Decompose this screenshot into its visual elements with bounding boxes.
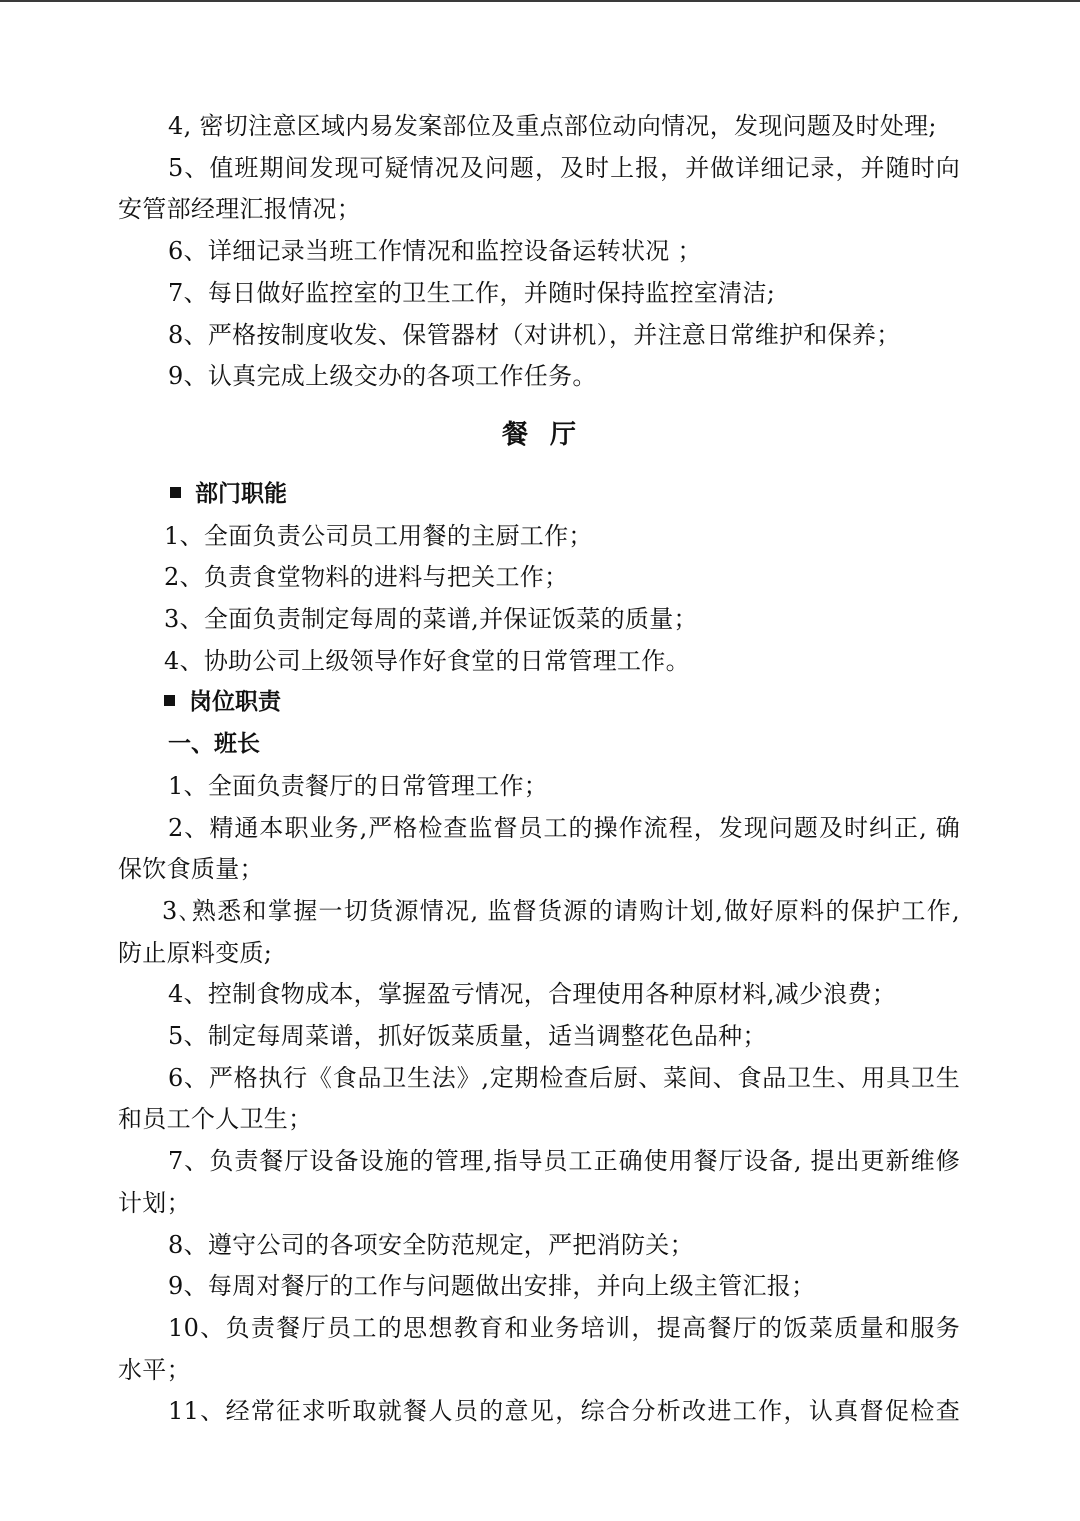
post-duty-line: 和员工个人卫生； (118, 1105, 313, 1134)
duty-line: 7、每日做好监控室的卫生工作，并随时保持监控室清洁; (168, 278, 776, 307)
dept-function-item: 2、负责食堂物料的进料与把关工作； (164, 563, 569, 592)
post-duty-line: 5、制定每周菜谱，抓好饭菜质量，适当调整花色品种； (168, 1022, 767, 1051)
post-duty-line: 7、负责餐厅设备设施的管理,指导员工正确使用餐厅设备, 提出更新维修 (168, 1147, 960, 1176)
post-duty-heading-text: 岗位职责 (189, 689, 281, 716)
sub-heading-monitor: 一、班长 (168, 731, 260, 758)
dept-function-item: 1、全面负责公司员工用餐的主厨工作； (164, 521, 593, 550)
dept-function-list (118, 516, 960, 683)
post-duty-line: 8、遵守公司的各项安全防范规定，严把消防关； (168, 1230, 694, 1259)
post-duty-line: 水平； (118, 1355, 191, 1384)
post-duty-line: 3､熟悉和掌握一切货源情况, 监督货源的请购计划,做好原料的保护工作, (162, 896, 960, 925)
post-duty-line: 2、精通本职业务,严格检查监督员工的操作流程，发现问题及时纠正, 确 (168, 813, 960, 842)
duty-line: 8、严格按制度收发、保管器材（对讲机），并注意日常维护和保养； (168, 320, 901, 349)
post-duty-line: 6、严格执行《食品卫生法》,定期检查后厨、菜间、食品卫生、用具卫生 (168, 1063, 960, 1092)
post-duty-line: 防止原料变质; (118, 938, 273, 967)
duty-line: 5、值班期间发现可疑情况及问题，及时上报，并做详细记录，并随时向 (168, 153, 960, 182)
post-duty-line: 1、全面负责餐厅的日常管理工作； (168, 771, 549, 800)
duty-line: 4, 密切注意区域内易发案部位及重点部位动向情况，发现问题及时处理; (168, 112, 937, 140)
post-duty-line: 11、经常征求听取就餐人员的意见，综合分析改进工作，认真督促检查 (168, 1397, 960, 1426)
post-duty-line: 保饮食质量； (118, 855, 264, 884)
page-top-border (0, 0, 1080, 2)
post-duty-heading (118, 682, 960, 724)
dept-function-heading (118, 474, 960, 516)
duty-line: 安管部经理汇报情况； (118, 195, 361, 224)
document-page (118, 106, 960, 1433)
duty-line: 9、认真完成上级交办的各项工作任务。 (168, 362, 597, 391)
post-duty-line: 9、每周对餐厅的工作与问题做出安排，并向上级主管汇报； (168, 1272, 816, 1301)
post-duty-list (118, 766, 960, 1433)
section-title: 餐厅 (501, 419, 598, 450)
square-bullet-icon (170, 487, 181, 498)
duty-line: 6、详细记录当班工作情况和监控设备运转状况 ； (168, 237, 702, 266)
dept-function-heading-text: 部门职能 (195, 480, 287, 507)
top-duty-list (118, 106, 960, 398)
post-duty-line: 4、控制食物成本，掌握盈亏情况，合理使用各种原材料,减少浪费； (168, 980, 897, 1009)
post-duty-line: 计划； (118, 1188, 191, 1217)
square-bullet-icon (164, 695, 175, 706)
dept-function-item: 4、协助公司上级领导作好食堂的日常管理工作。 (164, 646, 690, 675)
post-duty-line: 10、负责餐厅员工的思想教育和业务培训，提高餐厅的饭菜质量和服务 (168, 1313, 960, 1342)
dept-function-item: 3、全面负责制定每周的菜谱,并保证饭菜的质量； (164, 605, 698, 634)
